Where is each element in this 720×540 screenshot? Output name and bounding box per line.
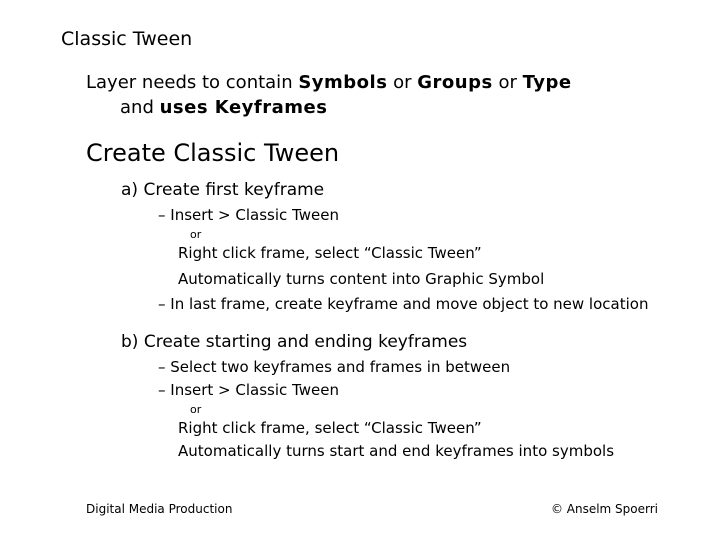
section-a-label: a) Create first keyframe (121, 180, 325, 200)
intro-line1-prefix: Layer needs to contain (86, 72, 299, 93)
section-a-or: or (190, 228, 202, 241)
symbols-term: Symbols (298, 72, 388, 93)
intro-line-1 (86, 70, 572, 95)
slide-title: Classic Tween (61, 28, 193, 50)
section-heading: Create Classic Tween (86, 139, 340, 167)
uses-keyframes-term: uses Keyframes (159, 97, 328, 118)
intro-text (86, 70, 572, 120)
type-term: Type (522, 72, 572, 93)
groups-term: Groups (417, 72, 493, 93)
section-a-note: Automatically turns content into Graphic Symbol (178, 270, 545, 288)
section-b-or: or (190, 403, 202, 416)
or-text-2: or (492, 72, 523, 93)
footer-copyright: © Anselm Spoerri (550, 502, 658, 516)
section-a-alt-right-click: Right click frame, select “Classic Tween” (178, 244, 482, 262)
section-b-step-insert: – Insert > Classic Tween (158, 381, 339, 399)
section-b-label: b) Create starting and ending keyframes (121, 332, 468, 352)
section-b-step-select: – Select two keyframes and frames in between (158, 358, 511, 376)
section-a-step-insert: – Insert > Classic Tween (158, 206, 339, 224)
section-b-note: Automatically turns start and end keyframes into symbols (178, 442, 615, 460)
section-b-alt-right-click: Right click frame, select “Classic Tween” (178, 419, 482, 437)
or-text-1: or (387, 72, 418, 93)
footer-course-title: Digital Media Production (86, 502, 233, 516)
section-a-step-last-frame: – In last frame, create keyframe and move object to new location (158, 295, 649, 313)
intro-line-2 (86, 95, 572, 120)
intro-line2-prefix: and (120, 97, 160, 118)
